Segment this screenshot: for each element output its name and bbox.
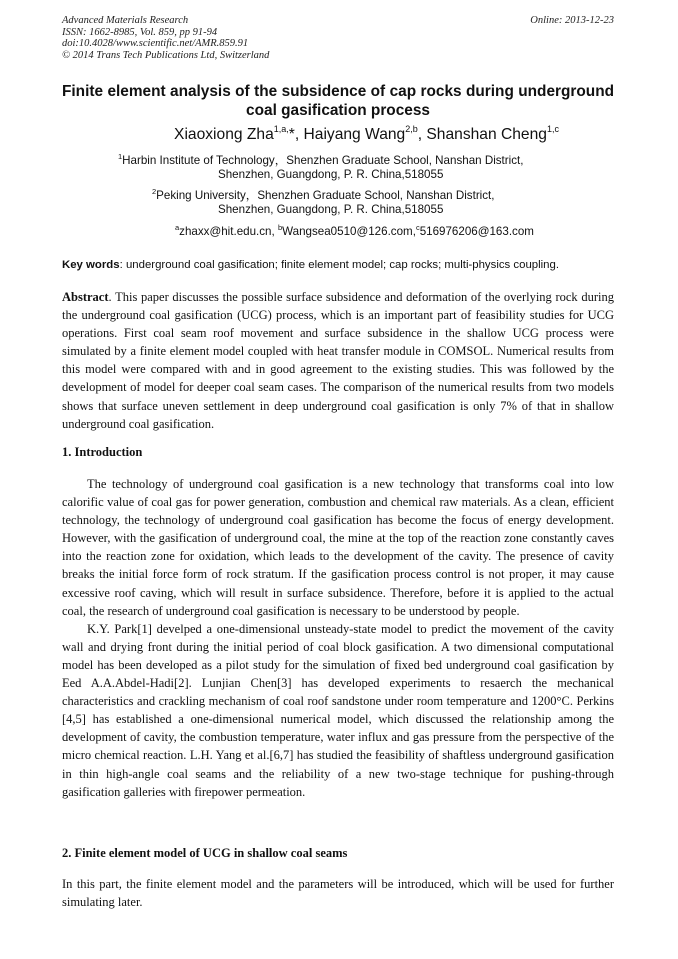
affiliation-2-line-2: Shenzhen, Guangdong, P. R. China,518055: [218, 203, 444, 216]
affiliation-1-line-1: [118, 149, 523, 169]
section-2-body: [62, 875, 614, 911]
affiliation-superscript: 1: [118, 152, 123, 161]
paragraph: The technology of underground coal gasification is a new technology that transforms coal into low calorific value of coal gas for power generation, combustion and chemical raw materials. As a clean, efficient technology, the technology of underground coal gasification has become the focus of energy development. However, with the gasification of underground coal, the mine at the top of the reaction zone constantly caves into the reaction zone for oxidation, which leads to the development of the cavity. The presence of cavity breaks the initial force form of rock stratum. If the gasification process control is not proper, it may cause excessive roof caving, which will result in surface subsidence. Therefore, before it is applied to the actual coal, the research of underground coal gasification is necessary to be understood by people.: [62, 477, 614, 618]
issn: ISSN: 1662-8985, Vol. 859, pp 91-94: [62, 26, 218, 38]
journal-header: [62, 15, 269, 61]
introduction-body: [62, 475, 614, 801]
author-name: Xiaoxiong Zha: [174, 126, 274, 143]
affiliation-1-line-2: Shenzhen, Guangdong, P. R. China,518055: [218, 168, 444, 181]
author-superscript: 1,a,: [273, 124, 289, 134]
paper-title: Finite element analysis of the subsidence of cap rocks during underground coal gasification process: [62, 83, 614, 119]
email-address: Wangsea0510@126.com,: [282, 225, 416, 238]
email-superscript: c: [415, 223, 420, 232]
section-heading-fem-model: 2. Finite element model of UCG in shallow coal seams: [62, 846, 348, 860]
keywords-label: Key words: [62, 259, 120, 271]
email-superscript: a: [175, 223, 180, 232]
email-address: 516976206@163.com: [419, 225, 534, 238]
affiliation-superscript: 2: [152, 187, 157, 196]
email-superscript: b: [277, 223, 283, 232]
section-heading-introduction: 1. Introduction: [62, 445, 143, 459]
author-list: [0, 124, 678, 144]
corresponding-author-mark: *: [288, 126, 295, 143]
paragraph: K.Y. Park[1] develped a one-dimensional unsteady-state model to predict the movement of the cavity wall and drying front during the initial period of coal block gasification. A two dimensional computational model has been developed as a pilot study for the simulation of fixed bed underground coal gasification by Eed A.A.Abdel-Hadi[2]. Lunjian Chen[3] has developed experiments to resaerch the mechanical characteristics and crackling mechanism of coal roof sandstone under room temperature and 1200°C. Perkins [4,5] has established a one-dimensional numerical model, which discussed the relationship among the development of cavity, the combustion temperature, water influx and gas pressure from the perspective of the micro chemical reaction. L.H. Yang et al.[6,7] has studied the feasibility of shaftless underground gasification in thin high-angle coal seams and the reliability of a new two-stage technique for pushing-through gasification galleries with firepower permeation.: [62, 621, 614, 799]
author-superscript: 1,c: [546, 124, 559, 134]
author-separator: ,: [294, 126, 304, 143]
copyright: © 2014 Trans Tech Publications Ltd, Switzerland: [62, 49, 270, 61]
email-address: zhaxx@hit.edu.cn,: [179, 225, 278, 238]
online-date: Online: 2013-12-23: [530, 15, 614, 26]
email-line: [175, 220, 534, 240]
affiliation-text: Peking University，Shenzhen Graduate School, Nanshan District,: [156, 189, 495, 202]
author-name: Haiyang Wang: [303, 126, 406, 143]
journal-name: Advanced Materials Research: [62, 15, 189, 26]
paragraph: In this part, the finite element model and the parameters will be introduced, which will be used for further simulating later.: [62, 877, 614, 910]
abstract-text: . This paper discusses the possible surface subsidence and deformation of the overlying rock during the underground coal gasification (UCG) process, which is an important part of feasibility studies for UCG operations. First coal seam roof movement and surface subsidence in the shallow UCG process were simulated by a finite element model coupled with heat transfer module in COMSOL. Numerical results from this model were compared with and in good agreement to the existing studies. This was followed by the development of model for deeper coal seam cases. The comparison of the numerical results from two models shows that surface uneven settlement in deep underground coal gasification is only 7% of that in shallow underground coal gasification.: [62, 290, 614, 431]
keywords-text: : underground coal gasification; finite element model; cap rocks; multi-physics coupling.: [119, 259, 560, 271]
keywords: [62, 259, 559, 271]
affiliation-text: Harbin Institute of Technology，Shenzhen Graduate School, Nanshan District,: [122, 154, 524, 167]
abstract-label: Abstract: [62, 290, 109, 304]
author-superscript: 2,b: [405, 124, 418, 134]
author-separator: ,: [417, 126, 427, 143]
affiliation-2-line-1: [152, 184, 495, 204]
doi: doi:10.4028/www.scientific.net/AMR.859.91: [62, 38, 249, 50]
abstract: [62, 288, 614, 433]
author-name: Shanshan Cheng: [426, 126, 547, 143]
